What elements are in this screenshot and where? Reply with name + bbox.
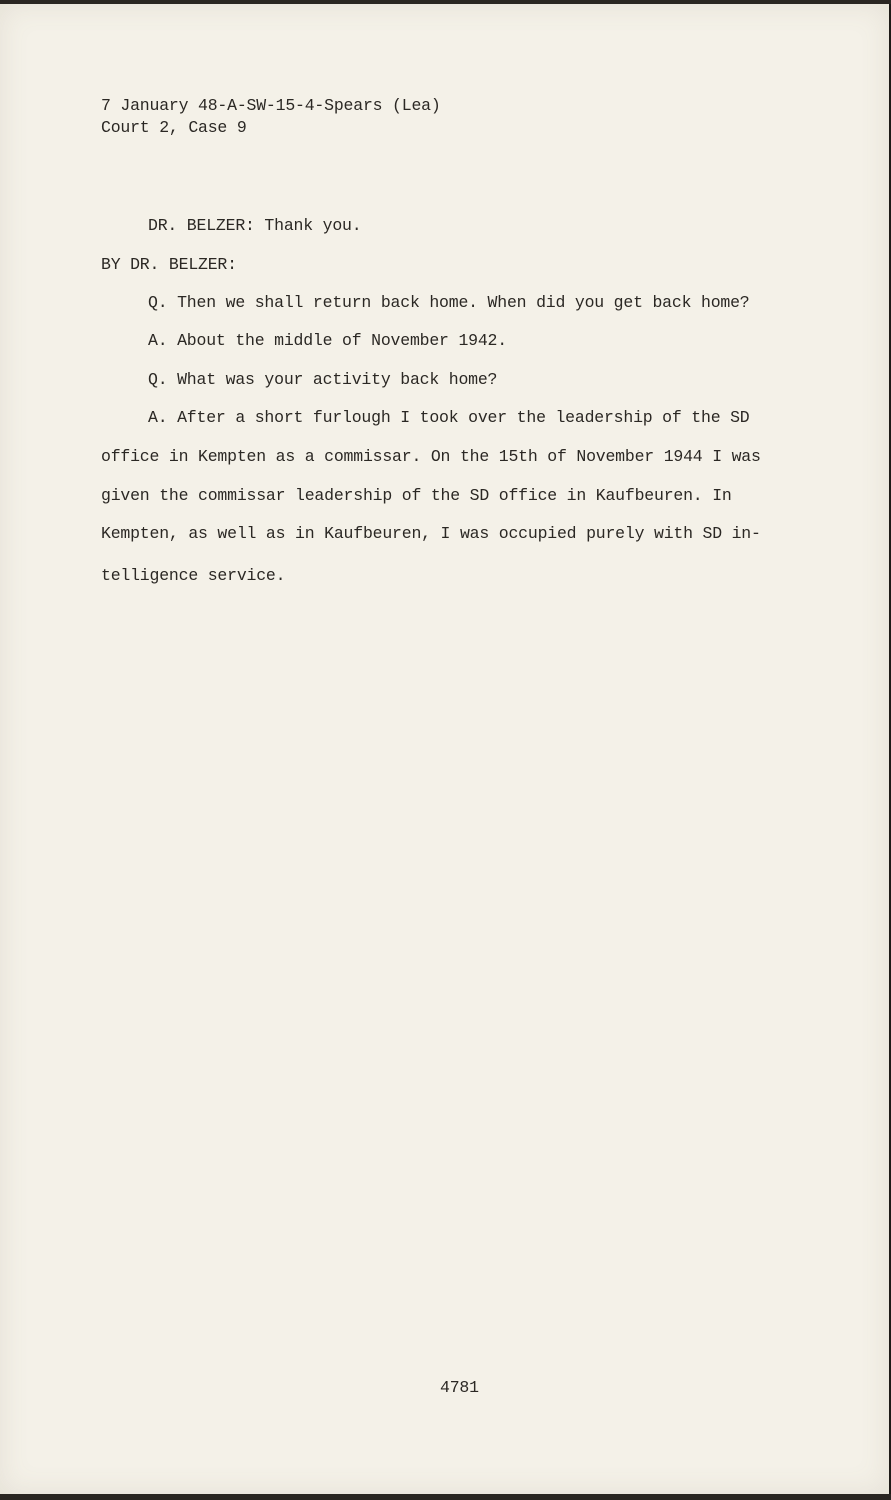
header-case-reference: 7 January 48-A-SW-15-4-Spears (Lea) xyxy=(101,96,441,115)
header-court-case: Court 2, Case 9 xyxy=(101,118,247,137)
answer-2-line-5: telligence service. xyxy=(101,566,286,585)
scan-bottom-border xyxy=(0,1494,891,1500)
answer-2-line-1: A. After a short furlough I took over the leadership of the SD xyxy=(148,408,750,427)
page-number: 4781 xyxy=(440,1378,479,1397)
question-2: Q. What was your activity back home? xyxy=(148,370,498,389)
document-page xyxy=(0,4,889,1494)
question-1: Q. Then we shall return back home. When did you get back home? xyxy=(148,293,750,312)
examination-by-line: BY DR. BELZER: xyxy=(101,255,237,274)
answer-2-line-4: Kempten, as well as in Kaufbeuren, I was occupied purely with SD in- xyxy=(101,524,761,543)
answer-2-line-3: given the commissar leadership of the SD office in Kaufbeuren. In xyxy=(101,486,732,505)
answer-1: A. About the middle of November 1942. xyxy=(148,331,507,350)
answer-2-line-2: office in Kempten as a commissar. On the 15th of November 1944 I was xyxy=(101,447,761,466)
speaker-line-belzer-thanks: DR. BELZER: Thank you. xyxy=(148,216,362,235)
